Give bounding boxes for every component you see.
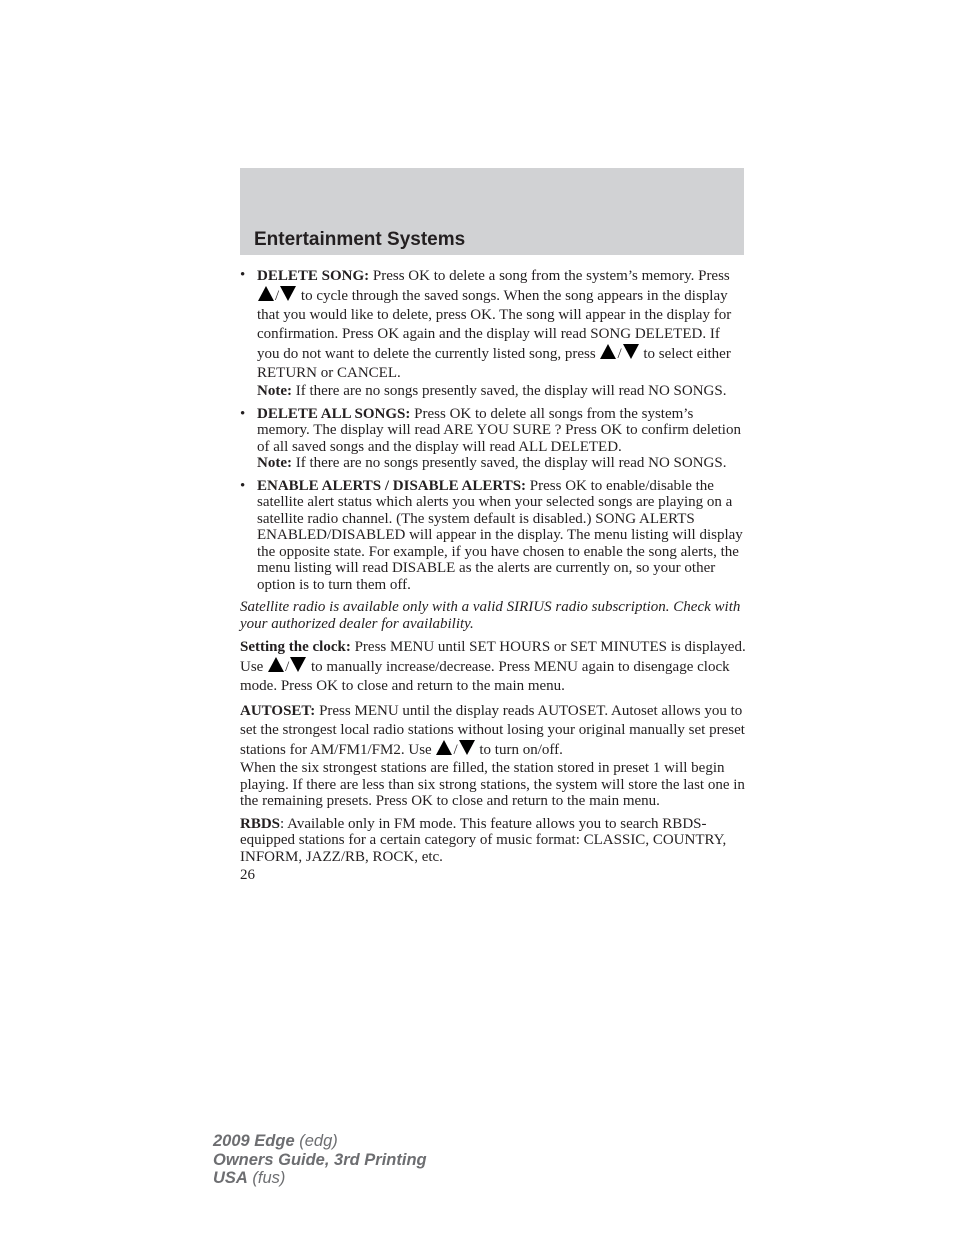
note-label: Note: — [257, 383, 292, 399]
footer — [213, 1132, 427, 1188]
slash: / — [285, 659, 290, 675]
note-text: If there are no songs presently saved, the display will read NO SONGS. — [291, 383, 727, 399]
arrow-up-icon — [258, 286, 274, 301]
body-text: Press OK to delete all songs from the system’s memory. The display will read ARE YOU SURE ? Press OK to confirm deletion of all saved songs and the display will read ALL DELETED. — [257, 405, 741, 455]
body-text: to select either RETURN or CANCEL. — [257, 346, 731, 381]
bullet-delete-all-songs — [240, 406, 746, 472]
slash: / — [275, 288, 280, 304]
autoset-paragraph — [240, 702, 746, 810]
footer-market: USA — [213, 1169, 248, 1187]
body-text: to manually increase/decrease. Press MENU again to disengage clock mode. Press OK to close and return to the main menu. — [240, 659, 730, 694]
bullet-enable-alerts — [240, 478, 746, 594]
page-content — [240, 267, 746, 884]
body-text: Press MENU until SET HOURS or SET MINUTES is displayed. Use — [240, 639, 746, 675]
arrow-up-icon — [600, 344, 616, 359]
term-alerts: ENABLE ALERTS / DISABLE ALERTS: — [257, 477, 527, 494]
arrow-up-icon — [268, 657, 284, 672]
body-text: to cycle through the saved songs. When the song appears in the display that you would like to delete, press OK. The song will appear in the display for confirmation. Press OK again and the display will read SONG DELETED. If you do not want to delete the currently listed song, press — [257, 288, 732, 362]
section-title: Entertainment Systems — [254, 229, 466, 250]
arrow-down-icon — [623, 344, 639, 359]
rbds-paragraph — [240, 816, 746, 866]
bullet-delete-song — [240, 267, 746, 400]
arrow-up-icon — [436, 740, 452, 755]
footer-market-code: (fus) — [247, 1169, 286, 1187]
term-delete-all: DELETE ALL SONGS: — [257, 405, 411, 422]
clock-paragraph — [240, 638, 746, 696]
slash: / — [453, 742, 458, 758]
arrow-down-icon — [459, 740, 475, 755]
term-autoset: AUTOSET: — [240, 703, 316, 719]
footer-guide: Owners Guide, 3rd Printing — [213, 1150, 427, 1169]
satellite-note: Satellite radio is available only with a valid SIRIUS radio subscription. Check with your authorized dealer for availability. — [240, 599, 741, 632]
term-delete-song: DELETE SONG: — [257, 268, 370, 284]
arrow-down-icon — [290, 657, 306, 672]
page-number: 26 — [240, 867, 255, 883]
body-text: Press OK to enable/disable the satellite alert status which alerts you when your selected songs are playing on a satellite radio channel. (The system default is disabled.) SONG ALERTS ENABLED/DISABLED will appear in the display. The menu listing will display the opposite state. For example, if you have chosen to enable the song alerts, the menu listing will read DISABLE as the alerts are currently on, so your other option is to turn them off. — [257, 477, 743, 593]
note-label: Note: — [257, 455, 292, 471]
term-rbds: RBDS — [240, 815, 281, 832]
slash: / — [617, 346, 622, 362]
note-text: If there are no songs presently saved, the display will read NO SONGS. — [291, 455, 727, 471]
footer-model-code: (edg) — [294, 1132, 338, 1150]
bullet-dot: • — [240, 267, 246, 283]
body-text: Press MENU until the display reads AUTOSET. Autoset allows you to set the strongest local radio stations without losing your original manually set preset stations for AM/FM1/FM2. Use — [240, 703, 745, 758]
body-text: : Available only in FM mode. This feature allows you to search RBDS-equipped stations for a certain category of music format: CLASSIC, COUNTRY, INFORM, JAZZ/RB, ROCK, etc. — [240, 815, 727, 865]
term-clock: Setting the clock: — [240, 639, 351, 655]
autoset-details: When the six strongest stations are filled, the station stored in preset 1 will begin playing. If there are less than six strong stations, the system will store the last one in the remaining presets. Press OK to close and return to the main menu. — [240, 760, 745, 809]
footer-model: 2009 Edge — [213, 1132, 295, 1150]
body-text: Press OK to delete a song from the system’s memory. Press — [369, 268, 730, 284]
bullet-dot: • — [240, 477, 246, 494]
body-text: to turn on/off. — [475, 742, 563, 758]
bullet-dot: • — [240, 405, 246, 422]
arrow-down-icon — [280, 286, 296, 301]
section-header — [240, 168, 744, 255]
